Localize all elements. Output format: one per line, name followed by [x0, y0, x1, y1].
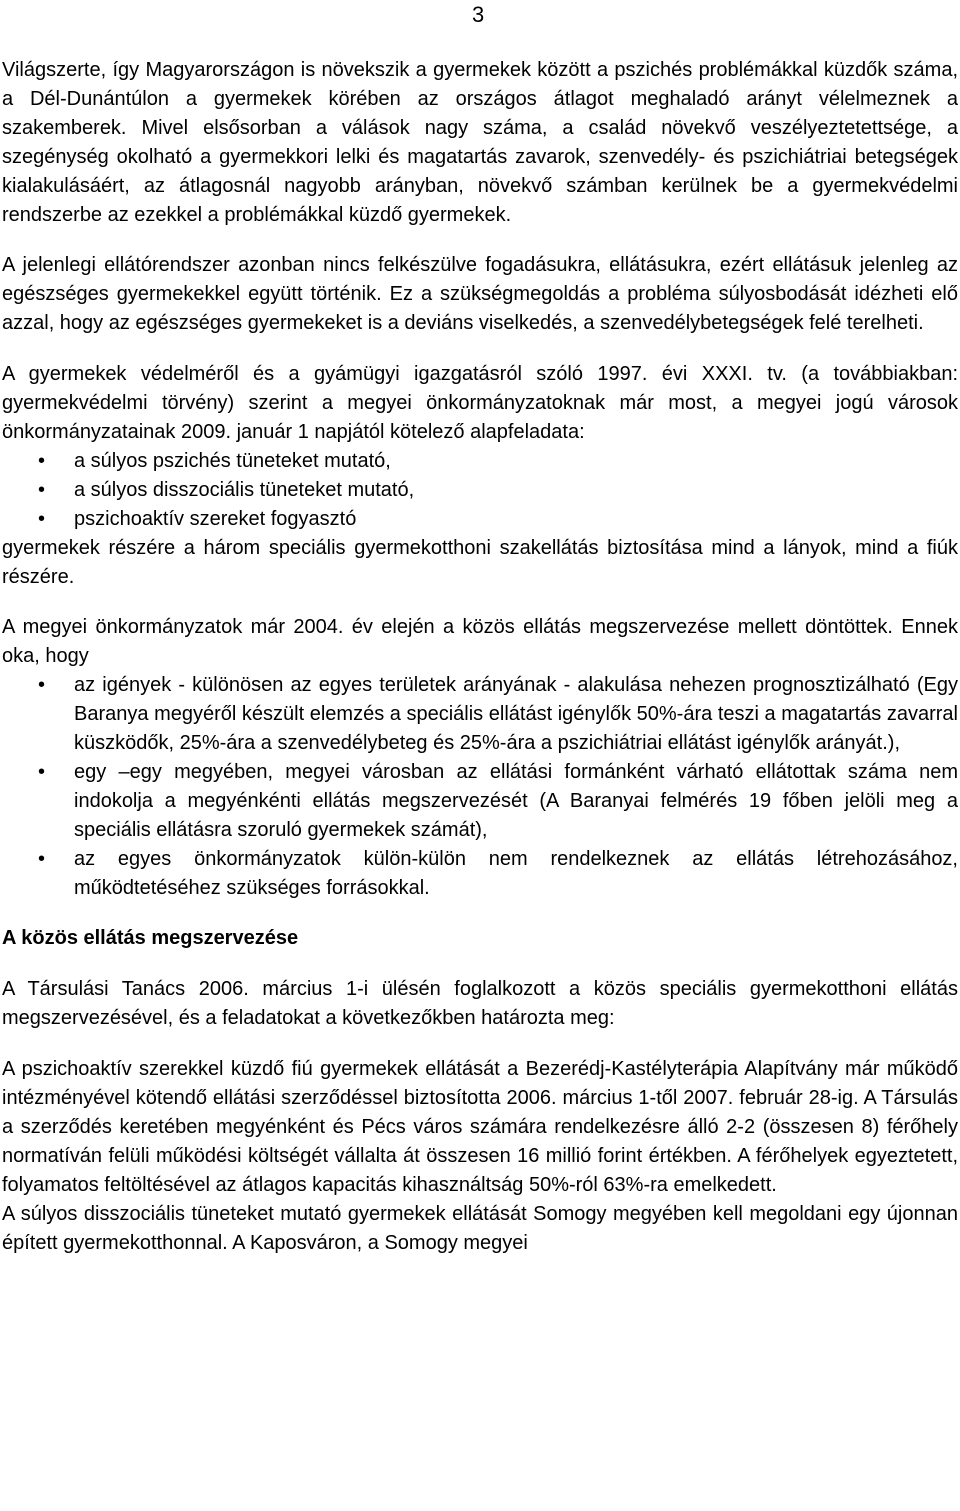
paragraph-intro: Világszerte, így Magyarországon is növekszik a gyermekek között a pszichés problémákkal küzdők száma, a Dél-Dunántúlon a gyermekek körében az országos átlagot meghaladó arányt vélelmeznek a szakemberek. Mivel elsősorban a válások nagy száma, a család növekvő veszélyeztetettsége, a szegénység okolható a gyermekkori lelki és magatartás zavarok, szenvedély- és pszichiátriai betegségek kialakulásáért, az átlagosnál nagyobb arányban, növekvő számban kerülnek be a gyermekvédelmi rendszerbe az ezekkel a problémákkal küzdő gyermekek. — [2, 59, 958, 226]
list-item: • a súlyos pszichés tüneteket mutató, — [2, 447, 958, 476]
paragraph-decision: A megyei önkormányzatok már 2004. év elején a közös ellátás megszervezése mellett döntöttek. Ennek oka, hogy — [2, 616, 958, 668]
paragraph-psychoactive-care: A pszichoaktív szerekkel küzdő fiú gyermekek ellátását a Bezerédj-Kastélyterápia Alapítvány már működő intézményével kötendő ellátási szerződéssel biztosította 2006. március 1-től 2007. február 28-ig. A Társulás a szerződés keretében megyénként és Pécs város számára rendelkezésre álló 2-2 (összesen 8) férőhely normatíván felüli működési költségét vállalta át összesen 16 millió forint értékben. A férőhelyek egyeztetett, folyamatos feltöltésével az átlagos kapacitás kihasználtság 50%-ról 63%-ra emelkedett. — [2, 1058, 958, 1196]
list-item: • az egyes önkormányzatok külön-külön nem rendelkeznek az ellátás létrehozásához, működtetéséhez szükséges forrásokkal. — [2, 845, 958, 903]
list-item: • a súlyos disszociális tüneteket mutató, — [2, 476, 958, 505]
paragraph-council: A Társulási Tanács 2006. március 1-i ülésén foglalkozott a közös speciális gyermekotthoni ellátás megszervezésével, és a feladatokat a következőkben határozta meg: — [2, 978, 958, 1030]
list-item: • pszichoaktív szereket fogyasztó — [2, 505, 958, 534]
bullet-list-target-groups — [2, 447, 958, 534]
paragraph-legal-basis: A gyermekek védelméről és a gyámügyi igazgatásról szóló 1997. évi XXXI. tv. (a továbbiakban: gyermekvédelmi törvény) szerint a megyei önkormányzatoknak már most, a megyei jogú városok önkormányzatainak 2009. január 1 napjától kötelező alapfeladata: — [2, 363, 958, 443]
paragraph-dissocial-care: A súlyos disszociális tüneteket mutató gyermekek ellátását Somogy megyében kell megoldani egy újonnan épített gyermekotthonnal. A Kaposváron, a Somogy megyei — [2, 1202, 958, 1254]
page-number: 3 — [472, 2, 485, 27]
list-item: • egy –egy megyében, megyei városban az ellátási formánként várható ellátottak száma nem indokolja a megyénkénti ellátás megszervezését (A Baranyai felmérés 19 főben jelöli meg a speciális ellátásra szoruló gyermekek számát), — [2, 758, 958, 845]
document-body — [2, 56, 958, 1258]
paragraph-provision: gyermekek részére a három speciális gyermekotthoni szakellátás biztosítása mind a lányok, mind a fiúk részére. — [2, 536, 958, 588]
paragraph-current-system: A jelenlegi ellátórendszer azonban nincs felkészülve fogadásukra, ellátásukra, ezért ellátásuk jelenleg az egészséges gyermekekkel együtt történik. Ez a szükségmegoldás a probléma súlyosbodását idézheti elő azzal, hogy az egészséges gyermekeket is a deviáns viselkedés, a szenvedélybetegségek felé terelheti. — [2, 254, 958, 335]
section-heading: A közös ellátás megszervezése — [2, 927, 299, 950]
bullet-list-reasons — [2, 671, 958, 902]
list-item: • az igények - különösen az egyes területek arányának - alakulása nehezen prognosztizálható (Egy Baranya megyéről készült elemzés a speciális ellátást igénylők 50%-ára teszi a magatartás zavarral küszködők, 25%-ára a szenvedélybeteg és 25%-ára a pszichiátriai ellátást igénylők arányát.), — [2, 671, 958, 758]
